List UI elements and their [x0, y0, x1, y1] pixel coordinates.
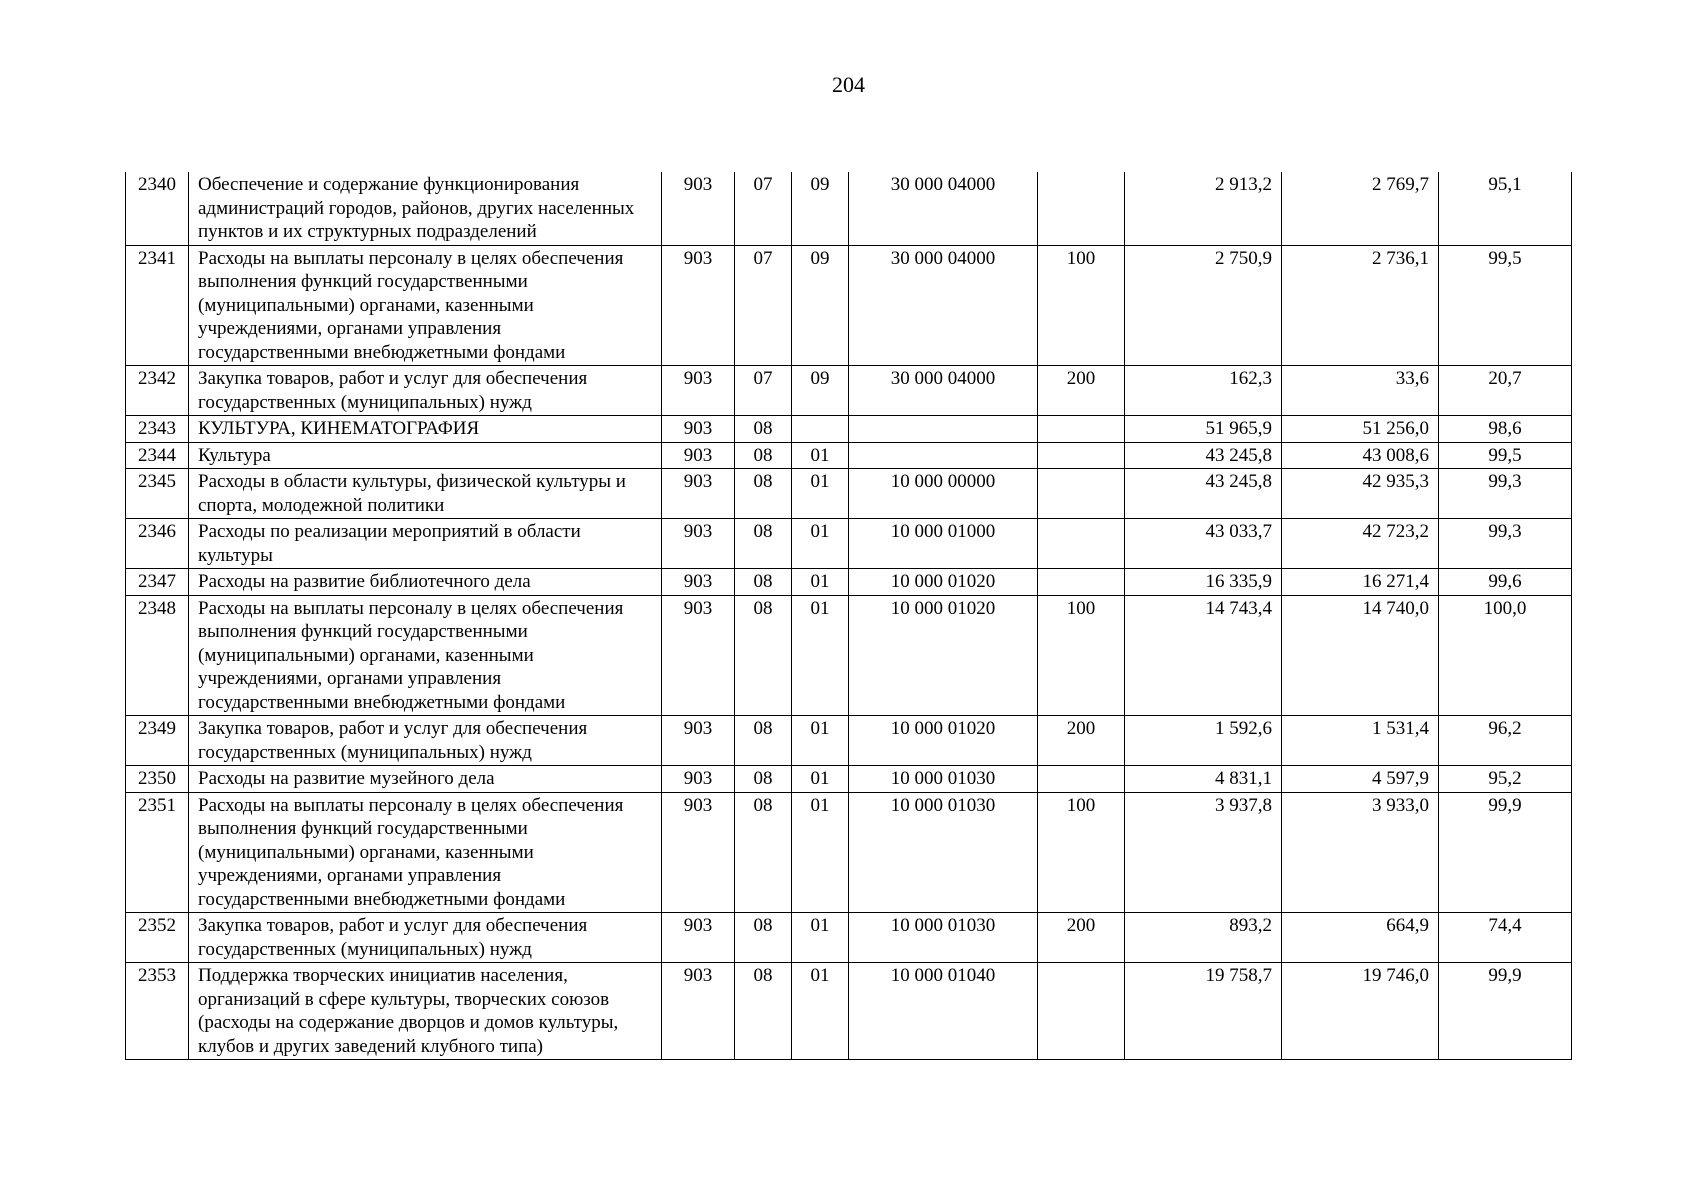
target-article-cell: 10 000 00000	[849, 469, 1038, 519]
subsection-code-cell: 01	[792, 766, 849, 793]
actual-amount-cell: 2 769,7	[1282, 172, 1439, 245]
table-row	[126, 766, 1572, 793]
expense-type-cell	[1038, 766, 1125, 793]
execution-percent-cell: 99,5	[1439, 245, 1572, 366]
execution-percent-cell: 74,4	[1439, 913, 1572, 963]
department-code-cell: 903	[662, 716, 735, 766]
actual-amount-cell: 14 740,0	[1282, 595, 1439, 716]
department-code-cell: 903	[662, 766, 735, 793]
subsection-code-cell: 01	[792, 963, 849, 1060]
planned-amount-cell: 14 743,4	[1125, 595, 1282, 716]
expense-name-cell: Расходы на развитие музейного дела	[189, 766, 662, 793]
subsection-code-cell: 01	[792, 519, 849, 569]
section-code-cell: 08	[735, 963, 792, 1060]
planned-amount-cell: 43 245,8	[1125, 469, 1282, 519]
subsection-code-cell: 09	[792, 172, 849, 245]
target-article-cell: 10 000 01030	[849, 913, 1038, 963]
department-code-cell: 903	[662, 366, 735, 416]
row-number-cell: 2347	[126, 569, 189, 596]
table-row	[126, 469, 1572, 519]
planned-amount-cell: 51 965,9	[1125, 416, 1282, 443]
expense-type-cell	[1038, 416, 1125, 443]
expense-name-cell: Расходы в области культуры, физической культуры и спорта, молодежной политики	[189, 469, 662, 519]
planned-amount-cell: 43 033,7	[1125, 519, 1282, 569]
actual-amount-cell: 16 271,4	[1282, 569, 1439, 596]
table-row	[126, 913, 1572, 963]
expense-type-cell	[1038, 469, 1125, 519]
section-code-cell: 07	[735, 366, 792, 416]
section-code-cell: 08	[735, 766, 792, 793]
table-row	[126, 442, 1572, 469]
table-row	[126, 366, 1572, 416]
expense-type-cell: 200	[1038, 366, 1125, 416]
department-code-cell: 903	[662, 172, 735, 245]
expense-type-cell: 100	[1038, 245, 1125, 366]
target-article-cell: 10 000 01030	[849, 792, 1038, 913]
subsection-code-cell: 09	[792, 245, 849, 366]
department-code-cell: 903	[662, 595, 735, 716]
row-number-cell: 2348	[126, 595, 189, 716]
department-code-cell: 903	[662, 963, 735, 1060]
target-article-cell: 10 000 01000	[849, 519, 1038, 569]
expense-type-cell	[1038, 569, 1125, 596]
section-code-cell: 08	[735, 569, 792, 596]
department-code-cell: 903	[662, 442, 735, 469]
actual-amount-cell: 43 008,6	[1282, 442, 1439, 469]
expense-name-cell: Расходы на выплаты персоналу в целях обеспечения выполнения функций государственными (муниципальными) органами, казенными учреждениями, органами управления государственными внебюджетными фондами	[189, 595, 662, 716]
execution-percent-cell: 95,2	[1439, 766, 1572, 793]
planned-amount-cell: 2 750,9	[1125, 245, 1282, 366]
department-code-cell: 903	[662, 469, 735, 519]
expense-name-cell: Обеспечение и содержание функционирования администраций городов, районов, других населенных пунктов и их структурных подразделений	[189, 172, 662, 245]
target-article-cell	[849, 416, 1038, 443]
planned-amount-cell: 4 831,1	[1125, 766, 1282, 793]
planned-amount-cell: 2 913,2	[1125, 172, 1282, 245]
execution-percent-cell: 98,6	[1439, 416, 1572, 443]
actual-amount-cell: 19 746,0	[1282, 963, 1439, 1060]
table-row	[126, 172, 1572, 245]
planned-amount-cell: 893,2	[1125, 913, 1282, 963]
expense-name-cell: Закупка товаров, работ и услуг для обеспечения государственных (муниципальных) нужд	[189, 913, 662, 963]
expense-name-cell: Поддержка творческих инициатив населения, организаций в сфере культуры, творческих союзов (расходы на содержание дворцов и домов культуры, клубов и других заведений клубного типа)	[189, 963, 662, 1060]
table-row	[126, 519, 1572, 569]
actual-amount-cell: 33,6	[1282, 366, 1439, 416]
section-code-cell: 08	[735, 792, 792, 913]
row-number-cell: 2342	[126, 366, 189, 416]
expense-name-cell: Расходы по реализации мероприятий в области культуры	[189, 519, 662, 569]
expense-name-cell: Расходы на развитие библиотечного дела	[189, 569, 662, 596]
section-code-cell: 08	[735, 913, 792, 963]
planned-amount-cell: 162,3	[1125, 366, 1282, 416]
budget-table	[125, 172, 1572, 1060]
execution-percent-cell: 100,0	[1439, 595, 1572, 716]
expense-name-cell: Расходы на выплаты персоналу в целях обеспечения выполнения функций государственными (муниципальными) органами, казенными учреждениями, органами управления государственными внебюджетными фондами	[189, 245, 662, 366]
target-article-cell: 10 000 01040	[849, 963, 1038, 1060]
row-number-cell: 2352	[126, 913, 189, 963]
planned-amount-cell: 43 245,8	[1125, 442, 1282, 469]
section-code-cell: 07	[735, 172, 792, 245]
row-number-cell: 2351	[126, 792, 189, 913]
execution-percent-cell: 99,9	[1439, 963, 1572, 1060]
department-code-cell: 903	[662, 519, 735, 569]
target-article-cell: 10 000 01020	[849, 595, 1038, 716]
expense-type-cell: 200	[1038, 913, 1125, 963]
department-code-cell: 903	[662, 913, 735, 963]
department-code-cell: 903	[662, 792, 735, 913]
actual-amount-cell: 4 597,9	[1282, 766, 1439, 793]
planned-amount-cell: 19 758,7	[1125, 963, 1282, 1060]
expense-name-cell: Расходы на выплаты персоналу в целях обеспечения выполнения функций государственными (муниципальными) органами, казенными учреждениями, органами управления государственными внебюджетными фондами	[189, 792, 662, 913]
actual-amount-cell: 42 723,2	[1282, 519, 1439, 569]
section-code-cell: 08	[735, 416, 792, 443]
table-row	[126, 245, 1572, 366]
table-row	[126, 963, 1572, 1060]
section-code-cell: 08	[735, 442, 792, 469]
row-number-cell: 2346	[126, 519, 189, 569]
expense-name-cell: Закупка товаров, работ и услуг для обеспечения государственных (муниципальных) нужд	[189, 366, 662, 416]
actual-amount-cell: 51 256,0	[1282, 416, 1439, 443]
subsection-code-cell: 09	[792, 366, 849, 416]
target-article-cell: 10 000 01020	[849, 569, 1038, 596]
planned-amount-cell: 1 592,6	[1125, 716, 1282, 766]
table-row	[126, 595, 1572, 716]
table-body	[126, 172, 1572, 1060]
department-code-cell: 903	[662, 245, 735, 366]
row-number-cell: 2341	[126, 245, 189, 366]
expense-type-cell: 100	[1038, 595, 1125, 716]
department-code-cell: 903	[662, 416, 735, 443]
expense-type-cell: 200	[1038, 716, 1125, 766]
execution-percent-cell: 20,7	[1439, 366, 1572, 416]
planned-amount-cell: 16 335,9	[1125, 569, 1282, 596]
department-code-cell: 903	[662, 569, 735, 596]
section-code-cell: 07	[735, 245, 792, 366]
actual-amount-cell: 2 736,1	[1282, 245, 1439, 366]
execution-percent-cell: 99,3	[1439, 469, 1572, 519]
subsection-code-cell: 01	[792, 716, 849, 766]
page-number: 204	[832, 72, 865, 97]
planned-amount-cell: 3 937,8	[1125, 792, 1282, 913]
subsection-code-cell: 01	[792, 569, 849, 596]
target-article-cell: 30 000 04000	[849, 366, 1038, 416]
actual-amount-cell: 1 531,4	[1282, 716, 1439, 766]
row-number-cell: 2349	[126, 716, 189, 766]
subsection-code-cell	[792, 416, 849, 443]
expense-name-cell: Закупка товаров, работ и услуг для обеспечения государственных (муниципальных) нужд	[189, 716, 662, 766]
subsection-code-cell: 01	[792, 442, 849, 469]
execution-percent-cell: 99,5	[1439, 442, 1572, 469]
target-article-cell: 30 000 04000	[849, 245, 1038, 366]
subsection-code-cell: 01	[792, 913, 849, 963]
actual-amount-cell: 42 935,3	[1282, 469, 1439, 519]
row-number-cell: 2340	[126, 172, 189, 245]
expense-type-cell	[1038, 172, 1125, 245]
expense-type-cell	[1038, 519, 1125, 569]
row-number-cell: 2345	[126, 469, 189, 519]
target-article-cell: 10 000 01020	[849, 716, 1038, 766]
expense-name-cell: Культура	[189, 442, 662, 469]
table-row	[126, 716, 1572, 766]
expense-name-cell: КУЛЬТУРА, КИНЕМАТОГРАФИЯ	[189, 416, 662, 443]
subsection-code-cell: 01	[792, 792, 849, 913]
execution-percent-cell: 95,1	[1439, 172, 1572, 245]
execution-percent-cell: 96,2	[1439, 716, 1572, 766]
execution-percent-cell: 99,3	[1439, 519, 1572, 569]
target-article-cell: 10 000 01030	[849, 766, 1038, 793]
row-number-cell: 2344	[126, 442, 189, 469]
target-article-cell: 30 000 04000	[849, 172, 1038, 245]
execution-percent-cell: 99,6	[1439, 569, 1572, 596]
table-row	[126, 569, 1572, 596]
expense-type-cell	[1038, 963, 1125, 1060]
row-number-cell: 2353	[126, 963, 189, 1060]
actual-amount-cell: 3 933,0	[1282, 792, 1439, 913]
target-article-cell	[849, 442, 1038, 469]
section-code-cell: 08	[735, 519, 792, 569]
section-code-cell: 08	[735, 469, 792, 519]
subsection-code-cell: 01	[792, 469, 849, 519]
subsection-code-cell: 01	[792, 595, 849, 716]
expense-type-cell: 100	[1038, 792, 1125, 913]
table-row	[126, 416, 1572, 443]
expense-type-cell	[1038, 442, 1125, 469]
row-number-cell: 2350	[126, 766, 189, 793]
section-code-cell: 08	[735, 716, 792, 766]
actual-amount-cell: 664,9	[1282, 913, 1439, 963]
table-row	[126, 792, 1572, 913]
section-code-cell: 08	[735, 595, 792, 716]
row-number-cell: 2343	[126, 416, 189, 443]
execution-percent-cell: 99,9	[1439, 792, 1572, 913]
